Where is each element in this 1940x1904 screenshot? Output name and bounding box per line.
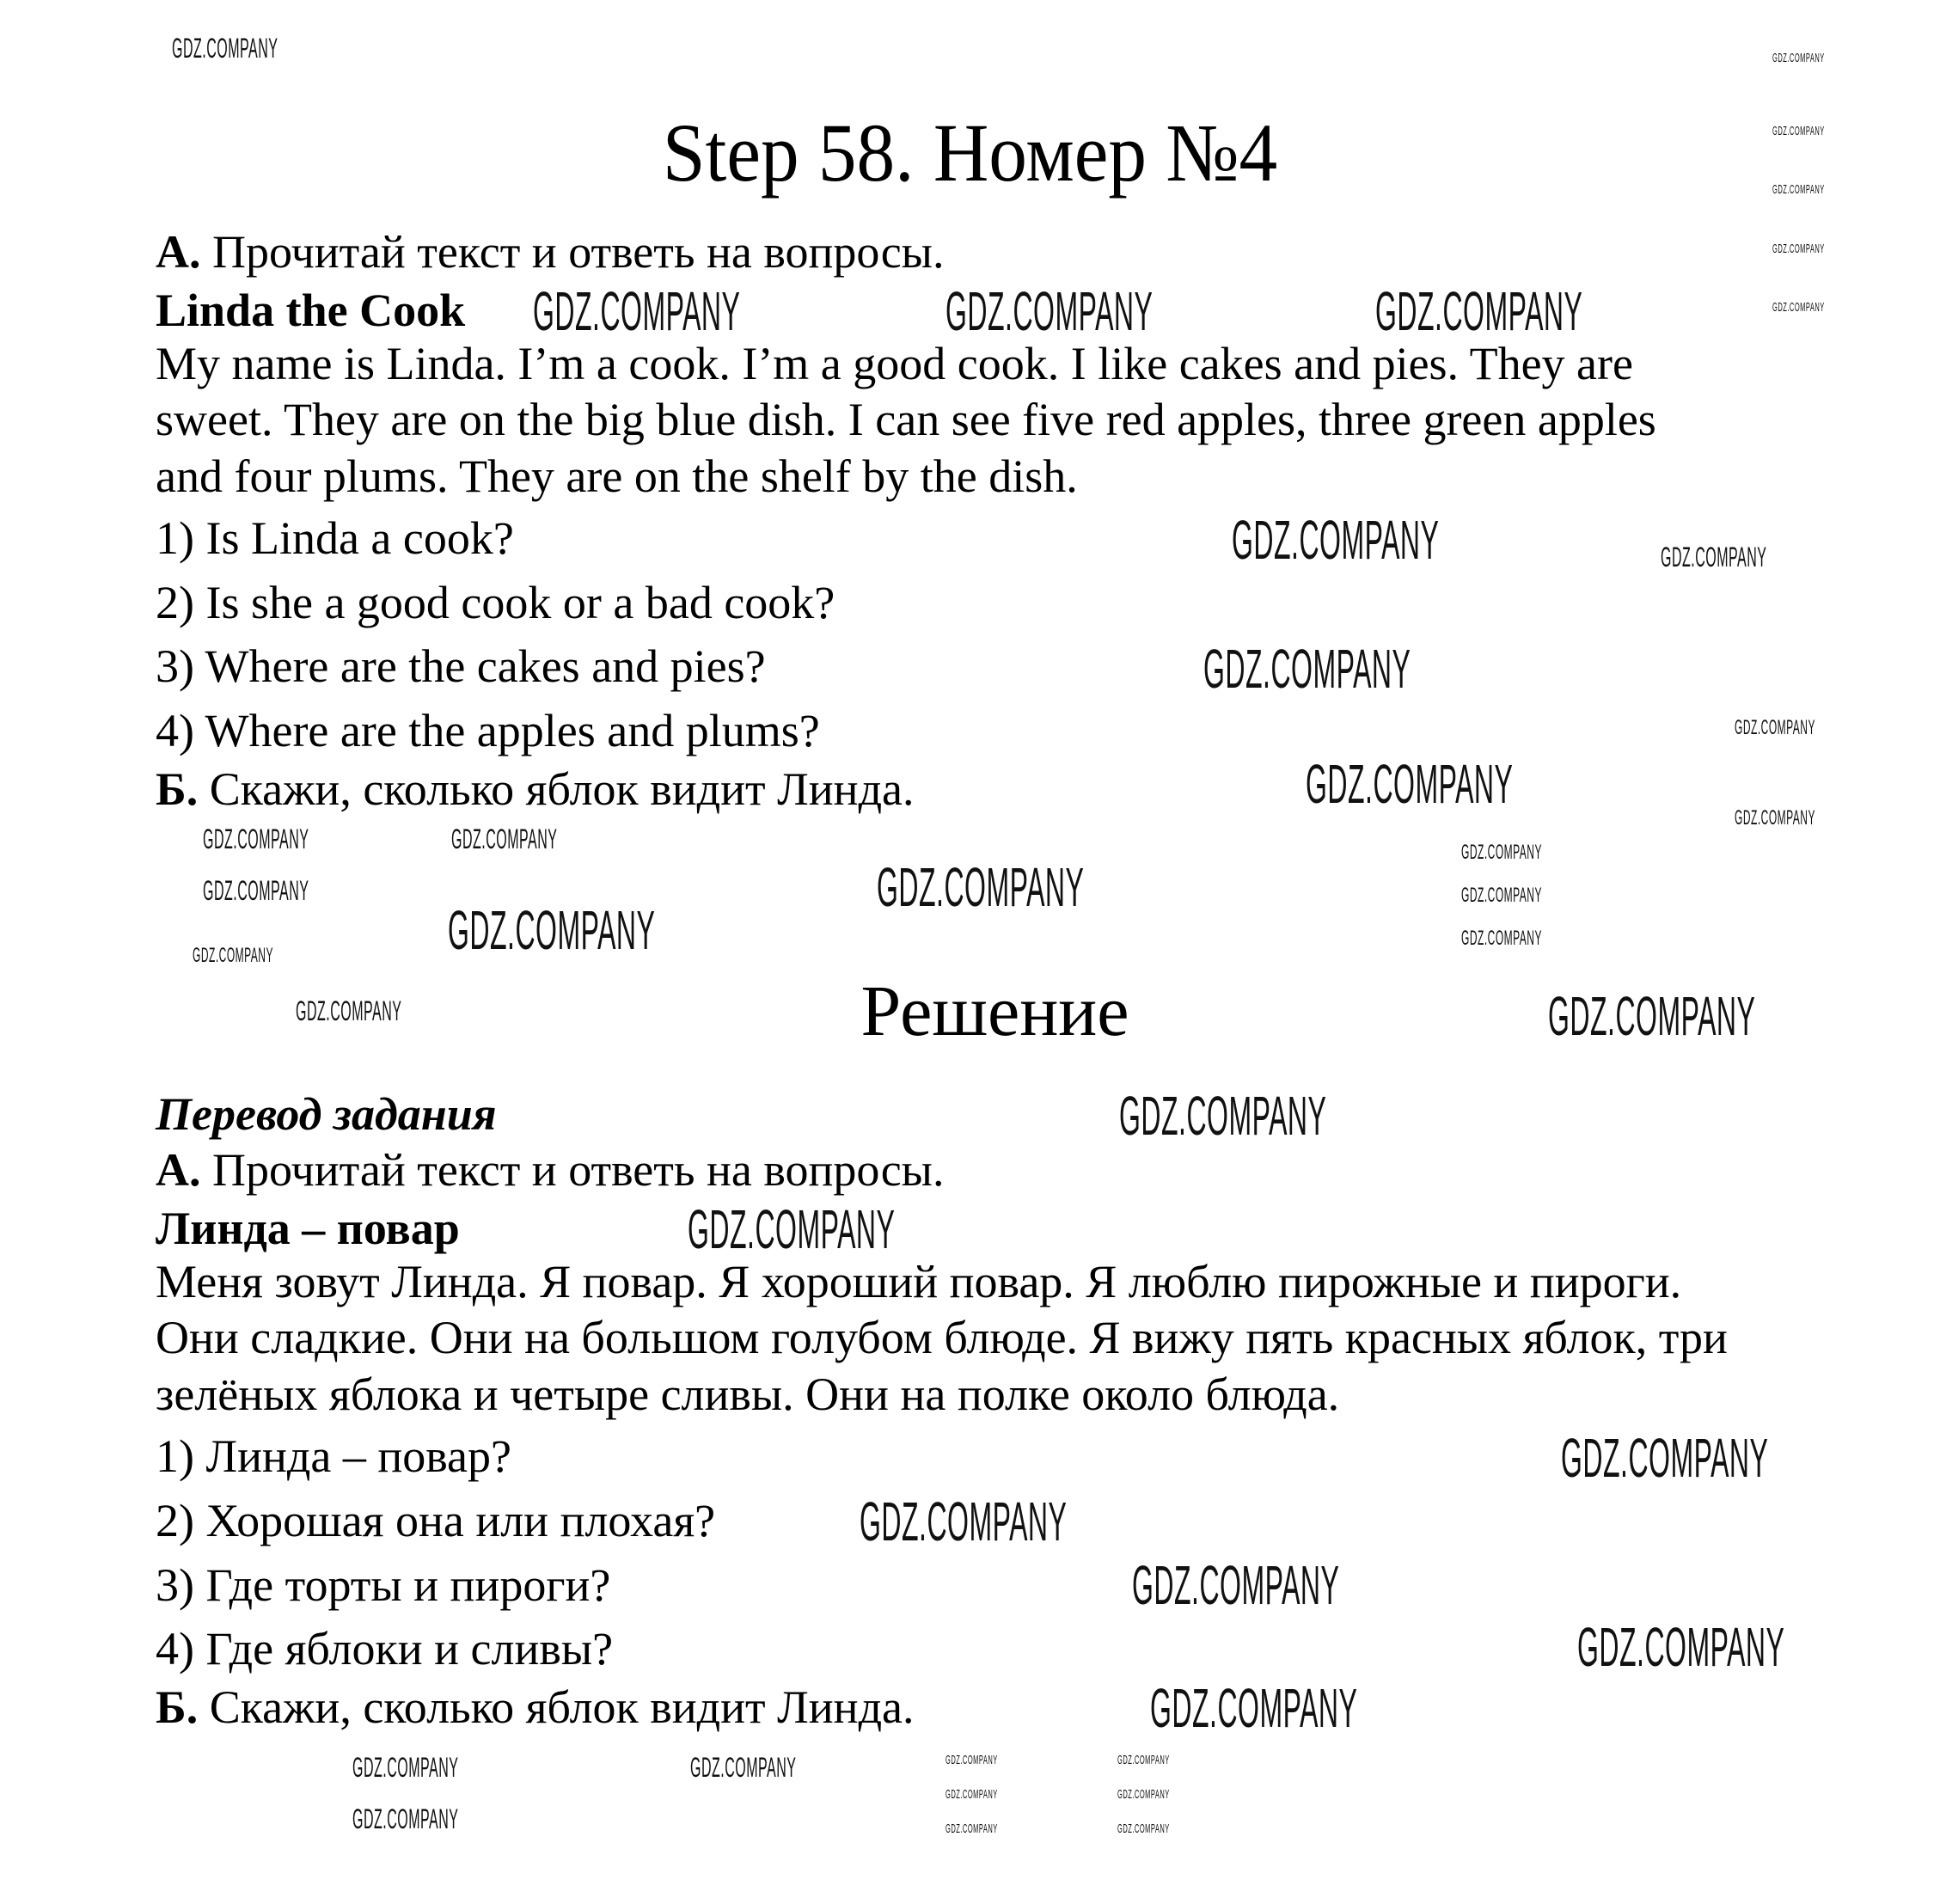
watermark: GDZ.COMPANY	[946, 280, 1154, 342]
translation-story-line: зелёных яблока и четыре сливы. Они на полке около блюда.	[156, 1368, 1340, 1420]
watermark: GDZ.COMPANY	[1461, 841, 1542, 864]
translation-a-text: Прочитай текст и ответь на вопросы.	[200, 1144, 945, 1196]
story-line: My name is Linda. I’m a cook. I’m a good cook. I like cakes and pies. They are	[156, 338, 1633, 389]
story-line: sweet. They are on the big blue dish. I can see five red apples, three green apples	[156, 394, 1656, 445]
watermark: GDZ.COMPANY	[1461, 927, 1542, 950]
task-b-instruction	[156, 763, 915, 815]
translation-a-instruction	[156, 1144, 945, 1196]
watermark: GDZ.COMPANY	[1232, 509, 1440, 571]
watermark: GDZ.COMPANY	[1772, 242, 1825, 256]
watermark: GDZ.COMPANY	[1132, 1554, 1340, 1616]
translation-question: 1) Линда – повар?	[156, 1430, 511, 1482]
question: 2) Is she a good cook or a bad cook?	[156, 577, 835, 628]
translation-question: 2) Хорошая она или плохая?	[156, 1495, 716, 1546]
watermark: GDZ.COMPANY	[877, 856, 1085, 918]
watermark: GDZ.COMPANY	[352, 1803, 459, 1834]
question: 3) Where are the cakes and pies?	[156, 640, 766, 692]
story-title	[156, 287, 465, 334]
translation-story-line: Меня зовут Линда. Я повар. Я хороший повар. Я люблю пирожные и пироги.	[156, 1256, 1682, 1307]
watermark: GDZ.COMPANY	[690, 1752, 797, 1783]
watermark: GDZ.COMPANY	[1119, 1085, 1327, 1147]
watermark: GDZ.COMPANY	[1150, 1677, 1358, 1739]
translation-b-marker: Б.	[156, 1681, 199, 1733]
watermark: GDZ.COMPANY	[1772, 300, 1825, 315]
task-a-instruction	[156, 226, 945, 278]
watermark: GDZ.COMPANY	[946, 1787, 998, 1802]
watermark: GDZ.COMPANY	[533, 280, 741, 342]
translation-b-text: Скажи, сколько яблок видит Линда.	[198, 1681, 915, 1733]
watermark: GDZ.COMPANY	[1117, 1821, 1170, 1836]
watermark: GDZ.COMPANY	[688, 1198, 896, 1260]
translation-story-title	[156, 1205, 460, 1252]
watermark: GDZ.COMPANY	[172, 33, 278, 64]
translation-heading: Перевод задания	[156, 1088, 497, 1140]
task-b-text: Скажи, сколько яблок видит Линда.	[198, 763, 915, 815]
watermark: GDZ.COMPANY	[946, 1821, 998, 1836]
translation-a-marker: А.	[156, 1144, 201, 1196]
task-a-text: Прочитай текст и ответь на вопросы.	[200, 226, 945, 278]
watermark: GDZ.COMPANY	[1577, 1616, 1785, 1678]
watermark: GDZ.COMPANY	[860, 1491, 1068, 1552]
watermark: GDZ.COMPANY	[1772, 124, 1825, 138]
watermark: GDZ.COMPANY	[1375, 280, 1583, 342]
translation-story-line: Они сладкие. Они на большом голубом блюде. Я вижу пять красных яблок, три	[156, 1312, 1728, 1363]
question: 1) Is Linda a cook?	[156, 512, 514, 564]
translation-question: 4) Где яблоки и сливы?	[156, 1623, 614, 1674]
watermark: GDZ.COMPANY	[1661, 542, 1767, 572]
watermark: GDZ.COMPANY	[1203, 638, 1411, 700]
watermark: GDZ.COMPANY	[1561, 1427, 1769, 1489]
translation-b-instruction	[156, 1681, 915, 1733]
watermark: GDZ.COMPANY	[946, 1753, 998, 1767]
watermark: GDZ.COMPANY	[1117, 1753, 1170, 1767]
watermark: GDZ.COMPANY	[1461, 884, 1542, 907]
watermark: GDZ.COMPANY	[296, 995, 402, 1026]
watermark: GDZ.COMPANY	[451, 823, 558, 854]
watermark: GDZ.COMPANY	[1772, 182, 1825, 197]
watermark: GDZ.COMPANY	[448, 899, 656, 961]
translation-story-title-text: Линда – повар	[156, 1203, 460, 1254]
page-title: Step 58. Номер №4	[662, 107, 1278, 199]
watermark: GDZ.COMPANY	[203, 875, 309, 906]
task-a-marker: A.	[156, 226, 201, 278]
watermark: GDZ.COMPANY	[1735, 716, 1815, 739]
watermark: GDZ.COMPANY	[203, 823, 309, 854]
story-title-text: Linda the Cook	[156, 285, 466, 336]
watermark: GDZ.COMPANY	[1735, 806, 1815, 830]
watermark: GDZ.COMPANY	[1548, 985, 1756, 1047]
watermark: GDZ.COMPANY	[1306, 753, 1514, 815]
task-b-marker: Б.	[156, 763, 199, 815]
watermark: GDZ.COMPANY	[1117, 1787, 1170, 1802]
watermark: GDZ.COMPANY	[352, 1752, 459, 1783]
translation-question: 3) Где торты и пироги?	[156, 1559, 611, 1611]
question: 4) Where are the apples and plums?	[156, 705, 820, 756]
story-line: and four plums. They are on the shelf by the dish.	[156, 450, 1078, 502]
watermark: GDZ.COMPANY	[1772, 51, 1825, 65]
solution-heading: Решение	[860, 971, 1129, 1051]
watermark: GDZ.COMPANY	[193, 944, 273, 967]
